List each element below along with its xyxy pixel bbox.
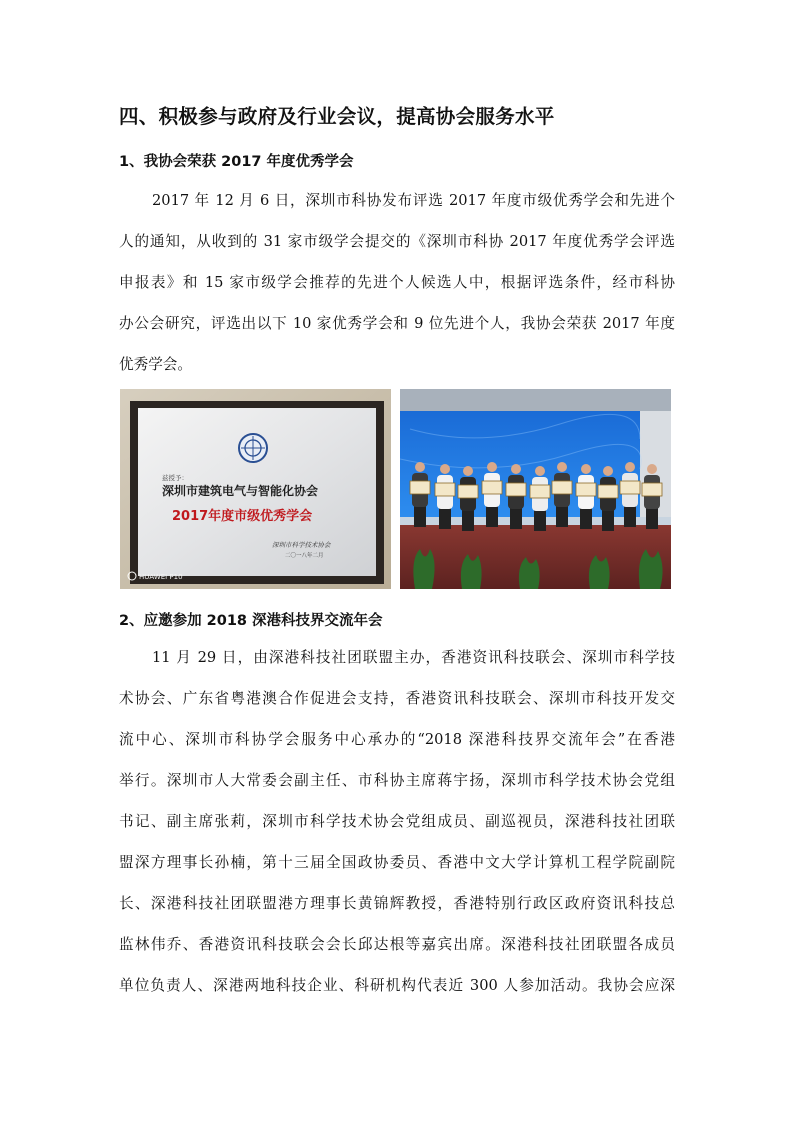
item1-heading: 1、我协会荣获 2017 年度优秀学会 bbox=[119, 154, 354, 170]
paragraph-line: 人的通知，从收到的 31 家市级学会提交的《深圳市科协 2017 年度优秀学会评选 bbox=[119, 233, 675, 250]
award-plaque-photo bbox=[120, 389, 391, 589]
plaque-org-name: 深圳市建筑电气与智能化协会 bbox=[162, 484, 319, 498]
paragraph-line: 办公会研究，评选出以下 10 家优秀学会和 9 位先进个人，我协会荣获 2017 年度 bbox=[119, 315, 675, 332]
award-ceremony-photo bbox=[400, 389, 671, 589]
paragraph-line: 监林伟乔、香港资讯科技联会会长邱达根等嘉宾出席。深港科技社团联盟各成员 bbox=[119, 936, 675, 953]
camera-watermark: HUAWEI P10 bbox=[139, 573, 183, 581]
paragraph-line: 盟深方理事长孙楠，第十三届全国政协委员、香港中文大学计算机工程学院副院 bbox=[119, 854, 675, 871]
section-heading: 四、积极参与政府及行业会议，提高协会服务水平 bbox=[119, 105, 555, 128]
paragraph-line: 书记、副主席张莉，深圳市科学技术协会党组成员、副巡视员，深港科技社团联 bbox=[119, 813, 675, 830]
paragraph-line: 举行。深圳市人大常委会副主任、市科协主席蒋宇扬，深圳市科学技术协会党组 bbox=[119, 772, 675, 789]
plaque-issuer: 深圳市科学技术协会 bbox=[272, 541, 331, 549]
plaque-date: 二〇一八年二月 bbox=[285, 553, 324, 559]
paragraph-line: 优秀学会。 bbox=[119, 356, 192, 373]
paragraph-line: 2017 年 12 月 6 日，深圳市科协发布评选 2017 年度市级优秀学会和先进个 bbox=[152, 192, 675, 209]
item2-paragraph bbox=[119, 637, 675, 1006]
item1-paragraph bbox=[119, 180, 675, 385]
paragraph-line: 流中心、深圳市科协学会服务中心承办的“2018 深港科技界交流年会”在香港 bbox=[119, 731, 675, 748]
paragraph-line: 术协会、广东省粤港澳合作促进会支持，香港资讯科技联会、深圳市科技开发交 bbox=[119, 690, 675, 707]
paragraph-line: 单位负责人、深港两地科技企业、科研机构代表近 300 人参加活动。我协会应深 bbox=[119, 977, 675, 994]
society-emblem-icon bbox=[239, 434, 267, 462]
plaque-award-label: 兹授予： bbox=[162, 474, 188, 482]
item2-heading: 2、应邀参加 2018 深港科技界交流年会 bbox=[119, 613, 383, 629]
plaque-award-title: 2017年度市级优秀学会 bbox=[172, 509, 313, 524]
paragraph-line: 申报表》和 15 家市级学会推荐的先进个人候选人中，根据评选条件，经市科协 bbox=[119, 274, 675, 291]
paragraph-line: 长、深港科技社团联盟港方理事长黄锦辉教授，香港特别行政区政府资讯科技总 bbox=[119, 895, 675, 912]
paragraph-line: 11 月 29 日，由深港科技社团联盟主办，香港资讯科技联会、深圳市科学技 bbox=[152, 649, 675, 666]
